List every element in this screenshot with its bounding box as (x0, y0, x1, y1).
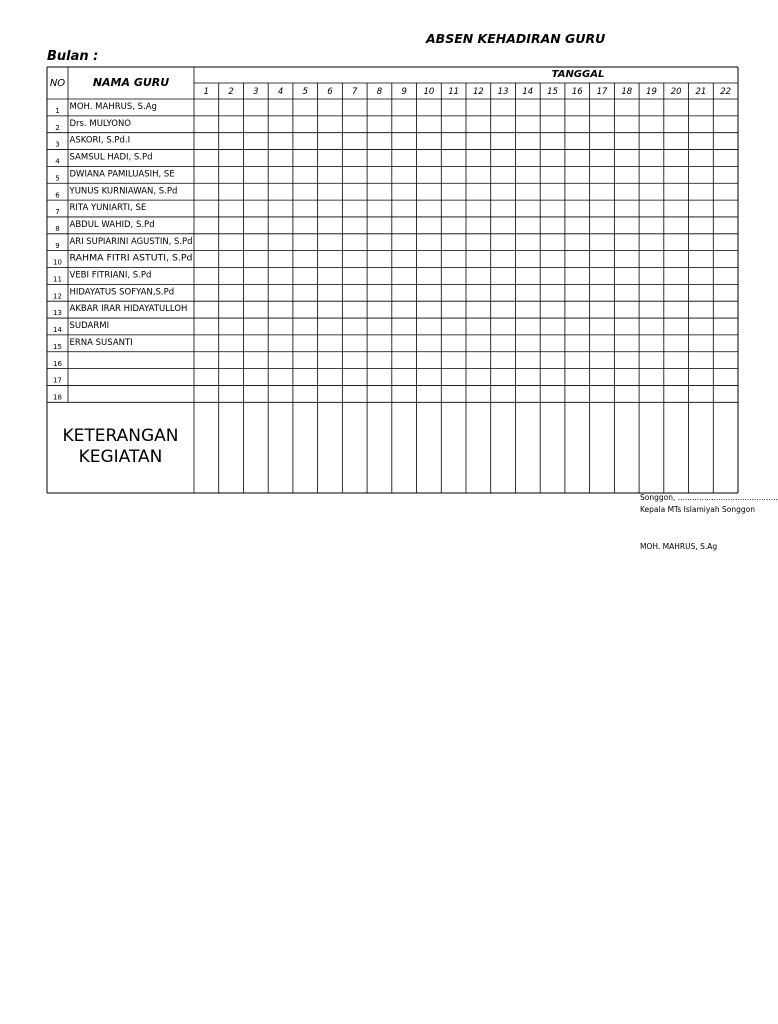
teacher-name: ASKORI, S.Pd.I (69, 135, 131, 146)
date-header-cell: 12 (472, 87, 484, 97)
teacher-name: MOH. MAHRUS, S.Ag (69, 102, 157, 112)
row-number: 9 (55, 241, 60, 250)
teacher-name: SUDARMI (69, 321, 110, 332)
name-column-header: NAMA GURU (92, 76, 170, 89)
date-header-cell: 10 (423, 87, 435, 97)
row-number: 5 (55, 174, 60, 183)
remarks-label-line1: KETERANGAN (62, 426, 179, 446)
row-number: 16 (53, 359, 62, 368)
row-number: 6 (55, 191, 60, 200)
date-header-cell: 13 (497, 87, 509, 97)
date-header-cell: 21 (695, 87, 707, 97)
date-header-cell: 19 (646, 87, 657, 97)
date-header-cell: 18 (621, 87, 633, 97)
date-header-cell: 4 (277, 87, 284, 97)
teacher-name: YUNUS KURNIAWAN, S.Pd (69, 186, 178, 197)
teacher-name: Drs. MULYONO (69, 118, 132, 129)
date-header-cell: 2 (228, 87, 234, 97)
row-number: 2 (55, 123, 60, 132)
row-number: 17 (53, 376, 62, 385)
date-header-cell: 22 (720, 87, 732, 97)
date-header-cell: 6 (327, 87, 333, 97)
row-number: 7 (55, 208, 60, 217)
row-number: 14 (53, 326, 62, 335)
date-header-cell: 16 (571, 87, 583, 97)
place-date-line: Songgon, .......................................... (640, 493, 778, 502)
date-header-cell: 9 (401, 87, 407, 97)
date-group-header: TANGGAL (551, 69, 605, 80)
teacher-name: RITA YUNIARTI, SE (69, 203, 147, 214)
month-label: Bulan : (47, 49, 99, 64)
date-header-cell: 17 (596, 87, 608, 97)
row-number: 4 (55, 157, 60, 166)
row-number: 8 (55, 224, 60, 233)
teacher-name: DWIANA PAMILUASIH, SE (69, 169, 175, 180)
teacher-name: RAHMA FITRI ASTUTI, S.Pd (69, 253, 193, 264)
teacher-name: HIDAYATUS SOFYAN,S.Pd (69, 287, 175, 298)
teacher-name: VEBI FITRIANI, S.Pd (69, 270, 152, 281)
teacher-name: ABDUL WAHID, S.Pd (69, 219, 155, 230)
document-title: ABSEN KEHADIRAN GURU (426, 31, 606, 46)
date-header-cell: 5 (302, 87, 308, 97)
date-header-cell: 15 (547, 87, 558, 97)
date-header-cell: 20 (670, 87, 682, 97)
signer-name: MOH. MAHRUS, S.Ag (640, 542, 718, 551)
row-number: 10 (53, 258, 62, 267)
teacher-name: ARI SUPIARINI AGUSTIN, S.Pd (69, 236, 193, 247)
no-column-header: NO (49, 78, 66, 89)
teacher-name: ERNA SUSANTI (69, 337, 133, 348)
date-header-cell: 14 (522, 87, 534, 97)
date-header-cell: 3 (253, 87, 259, 97)
remarks-label-line2: KEGIATAN (78, 447, 163, 467)
teacher-name: AKBAR IRAR HIDAYATULLOH (69, 304, 188, 315)
row-number: 1 (55, 107, 60, 115)
date-header-cell: 11 (448, 87, 460, 97)
row-number: 18 (53, 393, 62, 402)
row-number: 11 (53, 275, 62, 284)
date-header-cell: 7 (352, 87, 358, 97)
date-header-cell: 8 (376, 87, 383, 97)
teacher-name: SAMSUL HADI, S.Pd (69, 152, 153, 163)
row-number: 15 (53, 342, 62, 351)
date-header-cell: 1 (203, 87, 210, 97)
row-number: 13 (53, 309, 62, 318)
row-number: 3 (55, 140, 60, 149)
row-number: 12 (53, 292, 62, 301)
signer-position: Kepala MTs Islamiyah Songgon (640, 505, 756, 514)
